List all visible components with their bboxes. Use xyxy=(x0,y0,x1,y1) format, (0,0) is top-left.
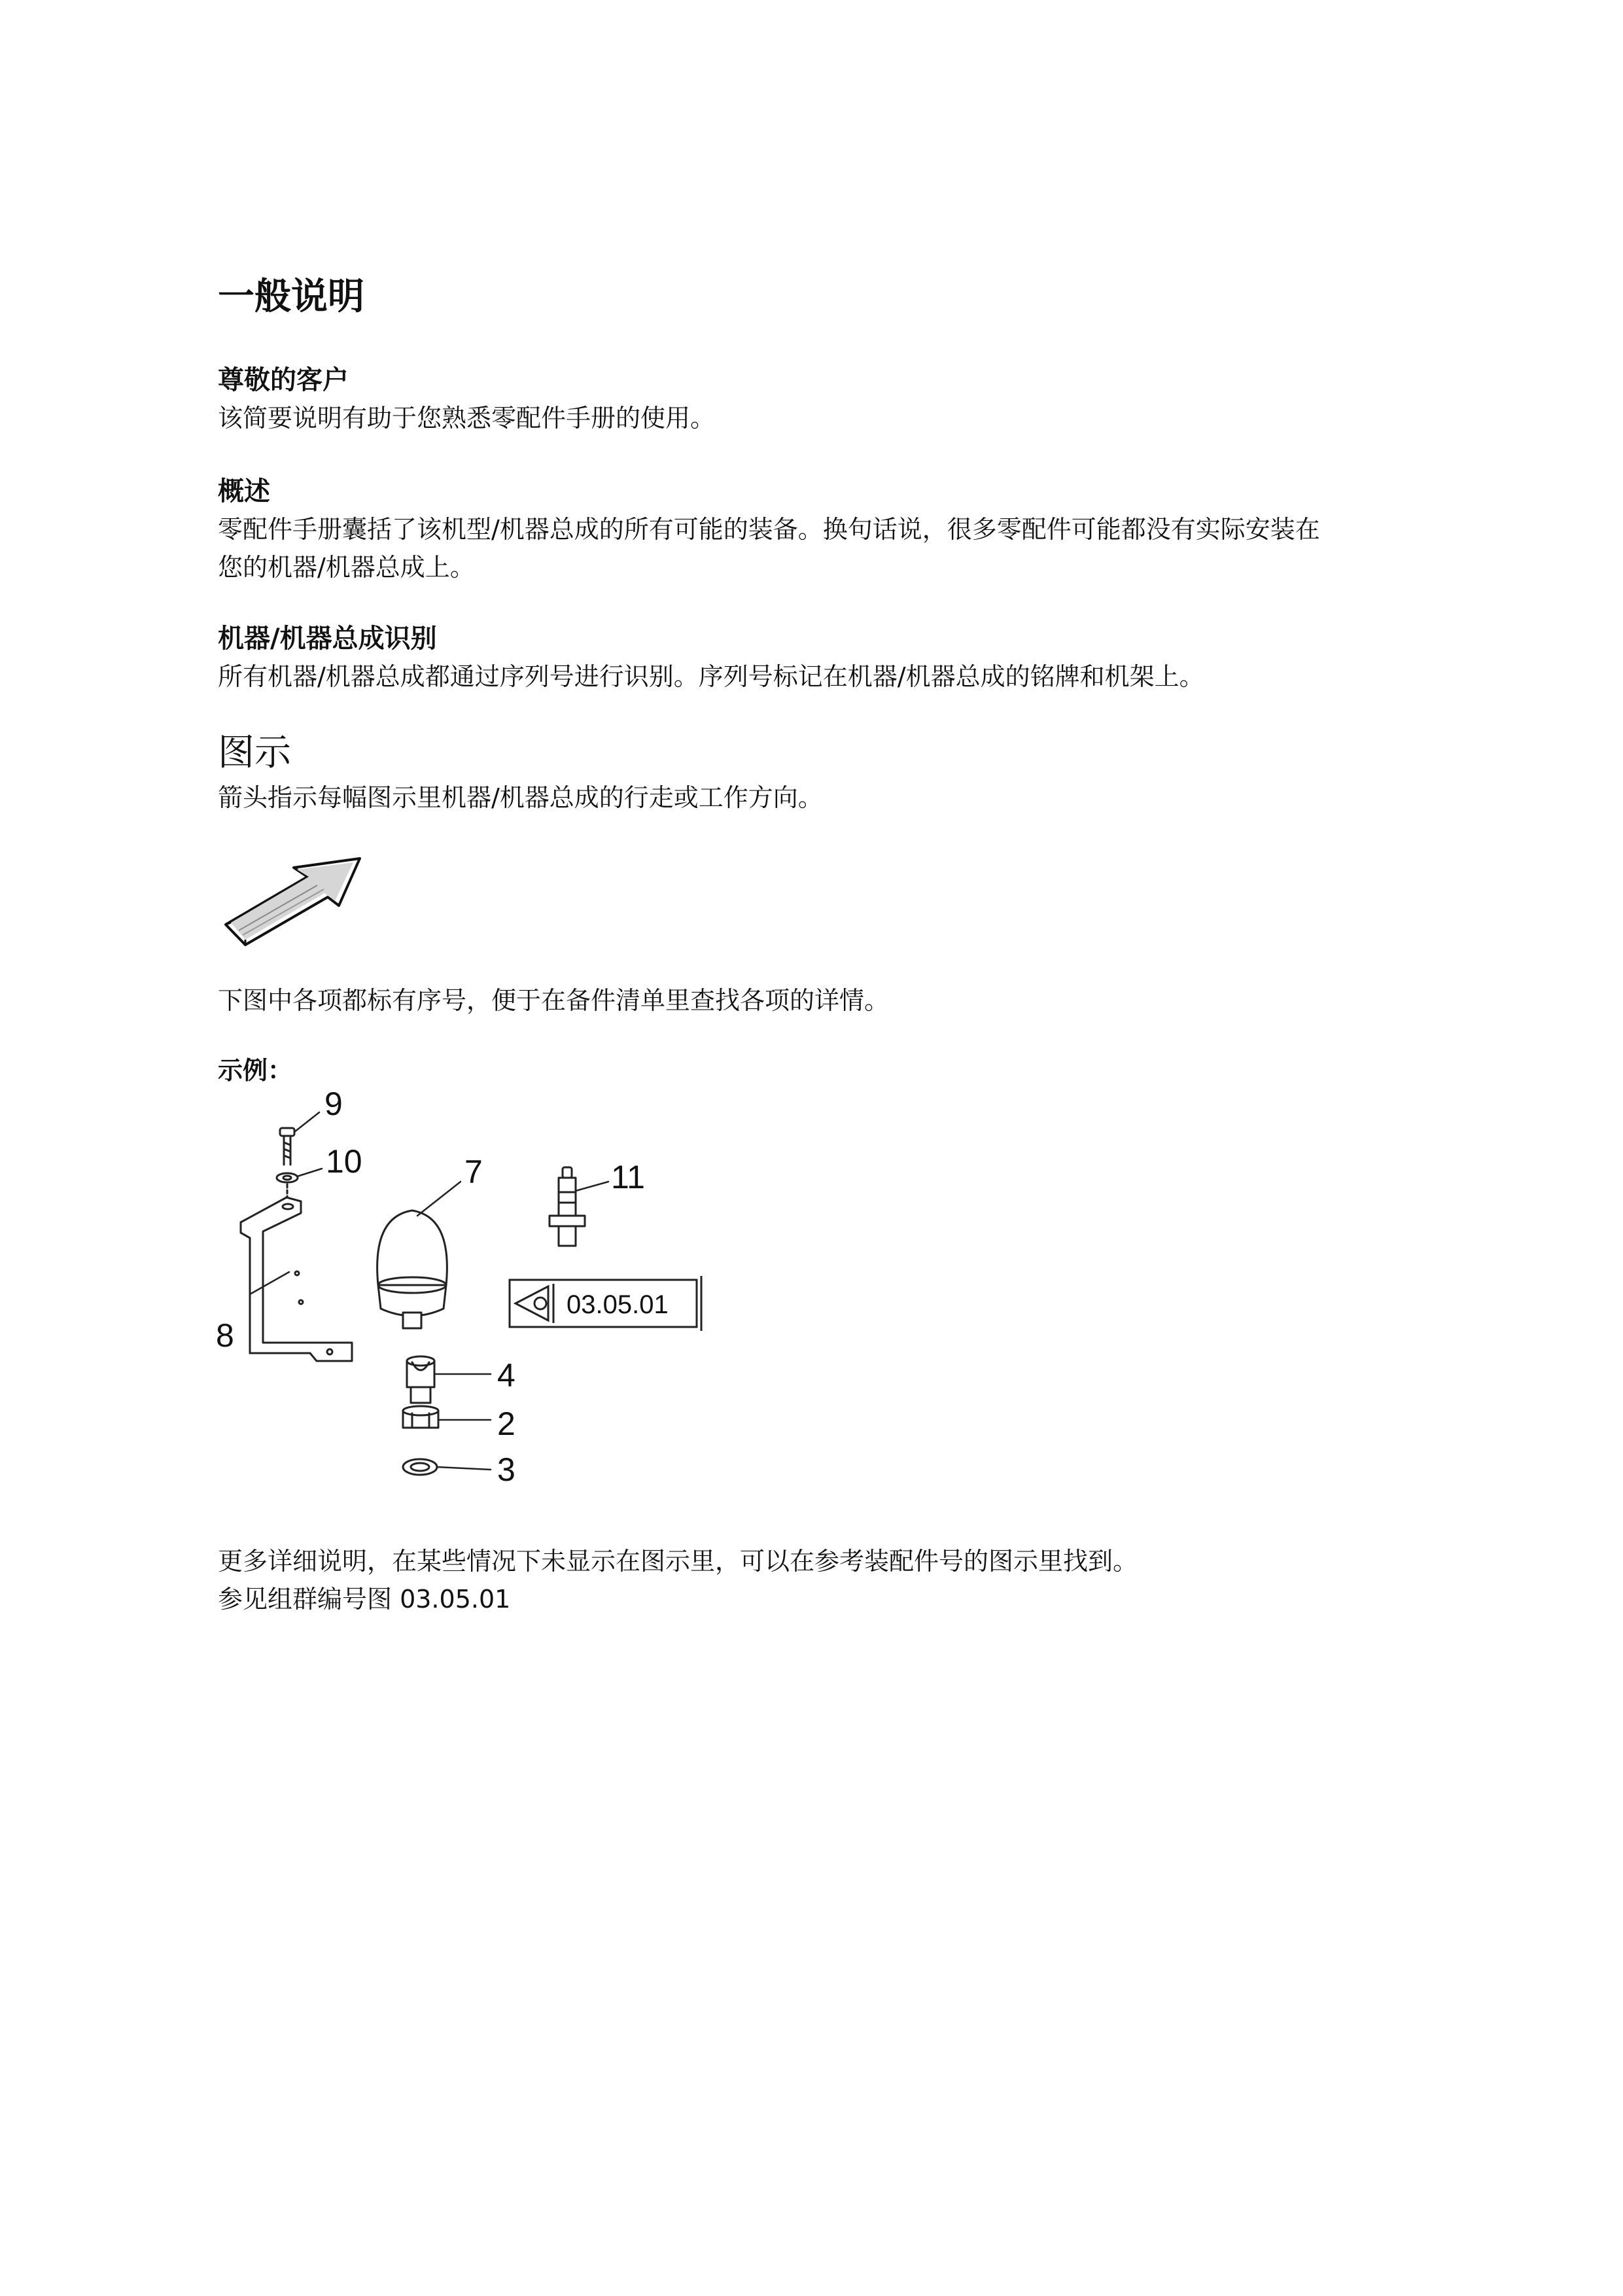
part-label: 9 xyxy=(324,1086,343,1122)
section-heading-customer: 尊敬的客户 xyxy=(218,365,349,395)
part-label: 7 xyxy=(464,1154,483,1190)
section-text-customer: 该简要说明有助于您熟悉零配件手册的使用。 xyxy=(218,404,716,433)
section-heading-overview: 概述 xyxy=(218,476,270,506)
reference-box-label: 03.05.01 xyxy=(567,1290,669,1319)
section-text-identification: 所有机器/机器总成都通过序列号进行识别。序列号标记在机器/机器总成的铭牌和机架上。 xyxy=(218,662,1204,691)
part-label: 3 xyxy=(497,1451,515,1488)
part-label: 4 xyxy=(497,1357,515,1394)
section-text-overview-line2: 您的机器/机器总成上。 xyxy=(218,553,475,582)
section-text-overview-line1: 零配件手册囊括了该机型/机器总成的所有可能的装备。换句话说，很多零配件可能都没有实际安装在 xyxy=(218,515,1320,544)
part-label: 2 xyxy=(497,1405,515,1442)
example-parts-drawing xyxy=(209,1086,707,1531)
numbering-description: 下图中各项都标有序号，便于在备件清单里查找各项的详情。 xyxy=(218,986,890,1015)
footer-text-line2: 参见组群编号图 03.05.01 xyxy=(218,1585,511,1614)
arrow-description: 箭头指示每幅图示里机器/机器总成的行走或工作方向。 xyxy=(218,783,823,812)
illustration-heading: 图示 xyxy=(218,732,291,774)
direction-arrow-icon xyxy=(219,849,370,951)
page-title: 一般说明 xyxy=(218,275,364,318)
section-heading-identification: 机器/机器总成识别 xyxy=(218,624,437,654)
footer-text-line1: 更多详细说明，在某些情况下未显示在图示里，可以在参考装配件号的图示里找到。 xyxy=(218,1547,1138,1576)
example-label: 示例： xyxy=(218,1056,293,1085)
part-label: 8 xyxy=(216,1317,234,1354)
part-label: 11 xyxy=(611,1159,645,1195)
part-label: 10 xyxy=(326,1143,362,1180)
